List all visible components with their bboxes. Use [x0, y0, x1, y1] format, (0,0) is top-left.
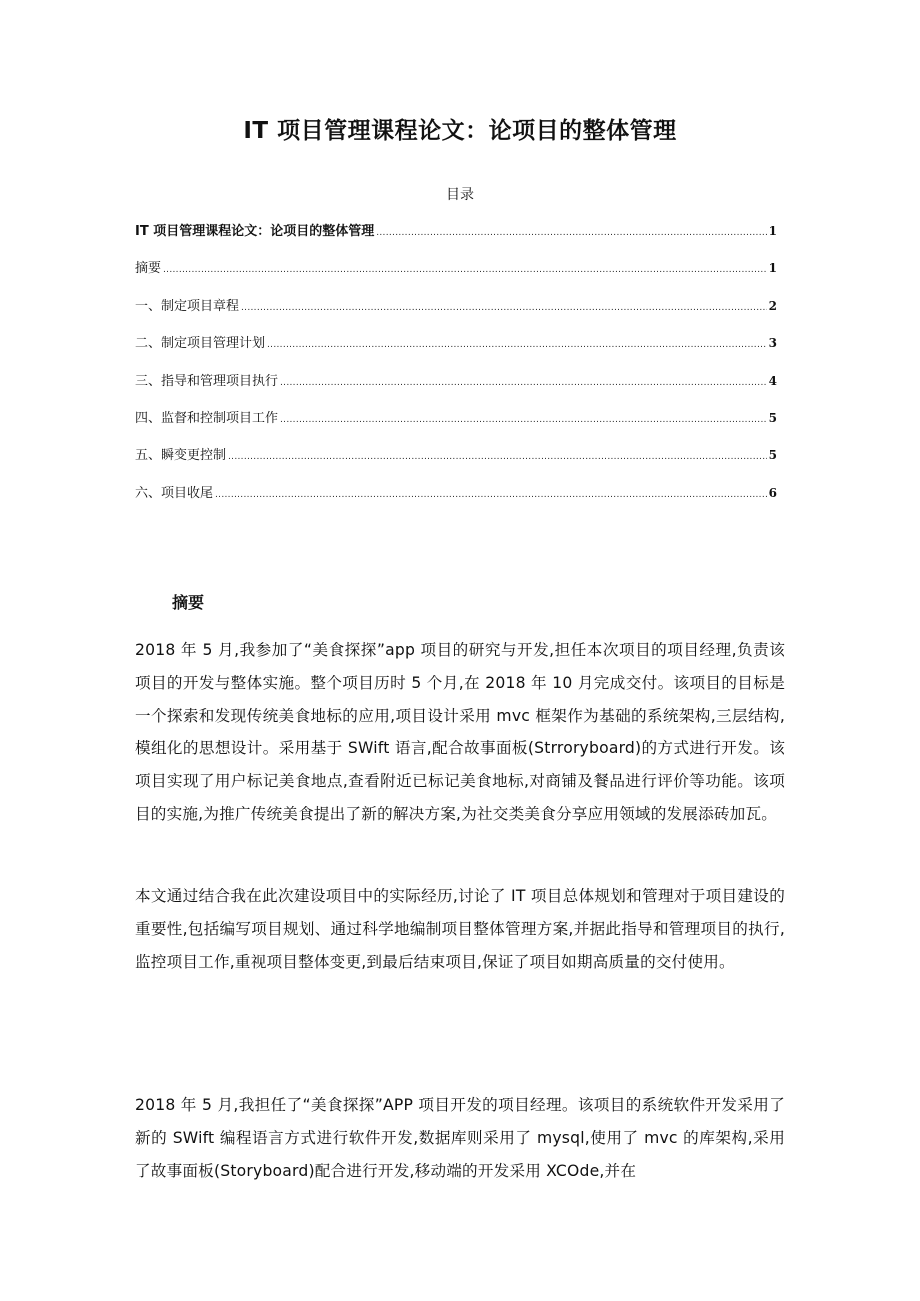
body-paragraph: 本文通过结合我在此次建设项目中的实际经历,讨论了 IT 项目总体规划和管理对于项目建设的重要性,包括编写项目规划、通过科学地编制项目整体管理方案,并据此指导和管理项目的执行,监控项目工作,重视项目整体变更,到最后结束项目,保证了项目如期高质量的交付使用。 [135, 887, 785, 971]
toc-leader-dots [215, 490, 767, 500]
body-paragraph: 2018 年 5 月,我担任了“美食探探”APP 项目开发的项目经理。该项目的系统软件开发采用了新的 SWift 编程语言方式进行软件开发,数据库则采用了 mysql,使用了 mvc 的库架构,采用了故事面板(Storyboard)配合进行开发,移动端的开发采用 XCOde,并在 [135, 1096, 785, 1180]
toc-entry-label: 六、项目收尾 [135, 485, 214, 501]
toc-entry-label: 二、制定项目管理计划 [135, 336, 266, 352]
toc-entry[interactable] [135, 444, 777, 481]
toc-entry-label: 一、制定项目章程 [135, 298, 240, 314]
toc-entry-page: 3 [768, 336, 777, 351]
toc-entry[interactable] [135, 332, 777, 369]
toc-entry[interactable] [135, 407, 777, 444]
toc-leader-dots [280, 378, 767, 388]
document-title: IT 项目管理课程论文：论项目的整体管理 [243, 118, 677, 144]
abstract-heading: 摘要 [172, 593, 205, 612]
toc-entry[interactable] [135, 370, 777, 407]
abstract-paragraph: 2018 年 5 月,我参加了“美食探探”app 项目的研究与开发,担任本次项目的项目经理,负责该项目的开发与整体实施。整个项目历时 5 个月,在 2018 年 10 月完成交付。该项目的目标是一个探索和发现传统美食地标的应用,项目设计采用 mvc 框架作为基础的系统架构,三层结构,模组化的思想设计。采用基于 SWift 语言,配合故事面板(Strroryboard)的方式进行开发。该项目实现了用户标记美食地点,查看附近已标记美食地标,对商铺及餐品进行评价等功能。该项目的实施,为推广传统美食提出了新的解决方案,为社交类美食分享应用领域的发展添砖加瓦。 [135, 641, 785, 823]
table-of-contents [135, 220, 777, 519]
toc-heading: 目录 [446, 187, 474, 203]
toc-leader-dots [241, 303, 767, 313]
toc-entry-label: 摘要 [135, 261, 162, 277]
toc-entry-page: 4 [768, 373, 777, 388]
toc-entry-label: 五、瞬变更控制 [135, 448, 227, 464]
toc-entry-page: 6 [768, 485, 777, 500]
toc-entry-page: 2 [768, 298, 777, 313]
toc-entry[interactable] [135, 257, 777, 294]
toc-leader-dots [376, 228, 766, 238]
toc-entry-page: 5 [768, 410, 777, 425]
toc-entry-page: 1 [768, 261, 777, 276]
toc-leader-dots [280, 415, 767, 425]
toc-entry-page: 5 [768, 448, 777, 463]
toc-leader-dots [163, 265, 767, 275]
toc-entry[interactable] [135, 482, 777, 519]
toc-entry-label: 四、监督和控制项目工作 [135, 410, 279, 426]
toc-leader-dots [267, 340, 767, 350]
toc-entry[interactable] [135, 295, 777, 332]
toc-entry-label: 三、指导和管理项目执行 [135, 373, 279, 389]
toc-entry[interactable] [135, 220, 777, 257]
toc-entry-page: 1 [768, 224, 777, 238]
toc-leader-dots [228, 452, 767, 462]
toc-entry-label: IT 项目管理课程论文：论项目的整体管理 [135, 224, 375, 239]
